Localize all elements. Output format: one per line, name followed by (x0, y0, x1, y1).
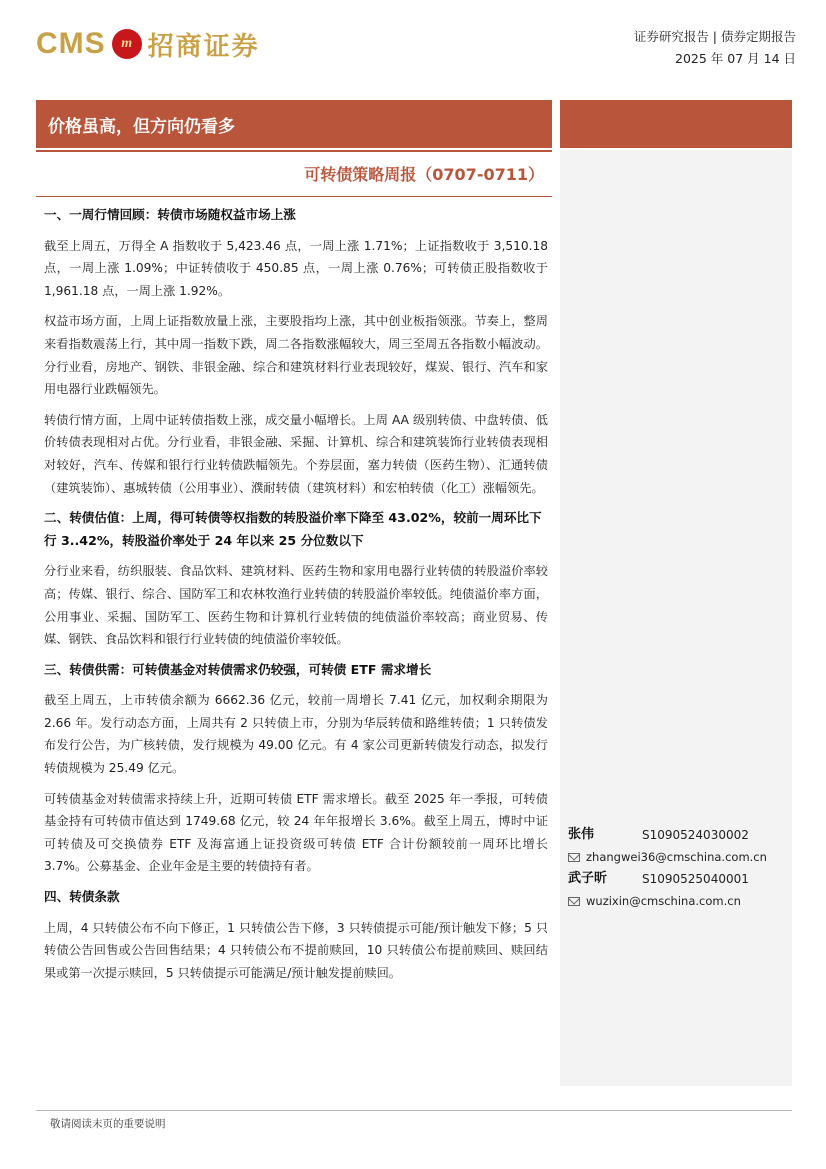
paragraph: 上周，4 只转债公布不向下修正，1 只转债公告下修，3 只转债提示可能/预计触发下修；5 只转债公告回售或公告回售结果；4 只转债公布不提前赎回，10 只转债公布提前赎回、赎回结果或第一次提示赎回，5 只转债提示可能满足/预计触发提前赎回。 (44, 920, 548, 980)
mail-icon (568, 897, 580, 906)
logo-mark-icon: m (112, 29, 142, 59)
sidebar-panel (560, 150, 792, 1086)
section-heading: 三、转债供需：可转债基金对转债需求仍较强，可转债 ETF 需求增长 (44, 661, 432, 677)
title-underline (36, 150, 552, 152)
logo-chinese-text: 招商证券 (147, 31, 260, 62)
section-heading: 四、转债条款 (44, 889, 120, 905)
analyst-email-row (568, 890, 788, 912)
report-type: 证券研究报告 | 债券定期报告 (633, 29, 796, 44)
analyst-email-row (568, 846, 788, 868)
section-heading: 一、一周行情回顾：转债市场随权益市场上涨 (44, 207, 296, 222)
report-body (44, 204, 548, 992)
paragraph: 可转债基金对转债需求持续上升，近期可转债 ETF 需求增长。截至 2025 年一季报，可转债基金持有可转债市值达到 1749.68 亿元，较 24 年年报增长 3.6%。截至上周五，博时中证可转债及可交换债券 ETF 及海富通上证投资级可转债 ETF 合计份额较前一周环比增长 3.7%。公募基金、企业年金是主要的转债持有者。 (44, 791, 548, 874)
footer-divider (36, 1110, 792, 1111)
analyst-name: 张伟 (568, 827, 595, 842)
report-title: 价格虽高，但方向仍看多 (48, 117, 235, 137)
paragraph: 截至上周五，上市转债余额为 6662.36 亿元，较前一周增长 7.41 亿元，加权剩余期限为 2.66 年。发行动态方面，上周共有 2 只转债上市，分别为华辰转债和路维转债；1 只转债发布发行公告，为广核转债，发行规模为 49.00 亿元。有 4 家公司更新转债发行动态，拟发行转债规模为 25.49 亿元。 (44, 693, 548, 776)
paragraph: 截至上周五，万得全 A 指数收于 5,423.46 点，一周上涨 1.71%；上证指数收于 3,510.18 点，一周上涨 1.09%；中证转债收于 450.85 点，一周上涨 0.76%；可转债正股指数收于 1,961.18 点，一周上涨 1.92%。 (44, 238, 548, 298)
analyst-email[interactable]: wuzixin@cmschina.com.cn (586, 894, 741, 908)
analyst-info (568, 824, 788, 912)
logo-cms-text: CMS (36, 27, 106, 60)
analyst-row (568, 868, 788, 890)
analyst-email[interactable]: zhangwei36@cmschina.com.cn (586, 850, 767, 864)
title-bar (36, 100, 552, 148)
section-heading: 二、转债估值：上周，得可转债等权指数的转股溢价率下降至 43.02%，较前一周环比下行 3..42%，转股溢价率处于 24 年以来 25 分位数以下 (44, 510, 542, 548)
report-subtitle: 可转债策略周报（0707-0711） (304, 165, 544, 184)
subtitle-divider (36, 196, 552, 197)
paragraph: 分行业来看，纺织服装、食品饮料、建筑材料、医药生物和家用电器行业转债的转股溢价率较高；传媒、银行、综合、国防军工和农林牧渔行业转债的转股溢价率较低。纯债溢价率方面，公用事业、采掘、国防军工、医药生物和计算机行业转债的纯债溢价率较高；商业贸易、传媒、钢铁、食品饮料和银行行业转债的纯债溢价率较低。 (44, 564, 548, 647)
analyst-row (568, 824, 788, 846)
page-header (0, 0, 826, 90)
paragraph: 转债行情方面，上周中证转债指数上涨，成交量小幅增长。上周 AA 级别转债、中盘转债、低价转债表现相对占优。分行业看，非银金融、采掘、计算机、综合和建筑装饰行业转债表现相对较好，汽车、传媒和银行行业转债跌幅领先。个券层面，塞力转债（医药生物）、汇通转债（建筑装饰）、惠城转债（公用事业）、濮耐转债（建筑材料）和宏柏转债（化工）涨幅领先。 (44, 412, 548, 495)
header-meta (634, 26, 796, 70)
analyst-cert: S1090525040001 (642, 872, 749, 886)
company-logo (36, 24, 260, 64)
paragraph: 权益市场方面，上周上证指数放量上涨，主要股指均上涨，其中创业板指领涨。节奏上，整周来看指数震荡上行，其中周一指数下跌，周二各指数涨幅较大，周三至周五各指数小幅波动。分行业看，房地产、钢铁、非银金融、综合和建筑材料行业表现较好，煤炭、银行、汽车和家用电器行业跌幅领先。 (44, 314, 548, 397)
footer-note: 敬请阅读末页的重要说明 (50, 1118, 166, 1130)
analyst-name: 武子昕 (568, 871, 608, 886)
title-bar-side (560, 100, 792, 148)
analyst-cert: S1090524030002 (642, 828, 749, 842)
report-date: 2025 年 07 月 14 日 (675, 51, 796, 66)
mail-icon (568, 853, 580, 862)
